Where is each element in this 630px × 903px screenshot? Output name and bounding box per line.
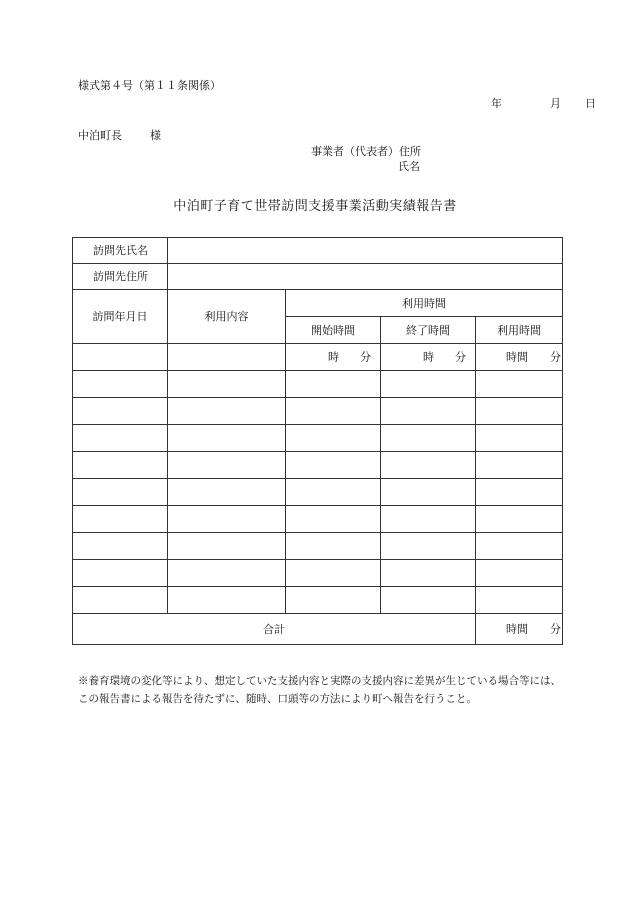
duration-cell[interactable] [476,587,563,614]
visit-date-cell[interactable] [73,533,168,560]
visit-date-cell[interactable] [73,398,168,425]
usage-content-cell[interactable] [168,533,286,560]
visitor-name-field[interactable] [168,238,563,264]
end-time-header: 終了時間 [381,317,476,344]
end-time-cell[interactable] [381,425,476,452]
start-time-cell[interactable] [286,533,381,560]
unit-hours: 時間 [506,350,528,364]
table-row [73,533,563,560]
duration-cell[interactable] [476,479,563,506]
visit-date-cell[interactable] [73,587,168,614]
start-time-cell[interactable] [286,344,381,371]
duration-cell[interactable] [476,533,563,560]
duration-header: 利用時間 [476,317,563,344]
start-time-cell[interactable] [286,506,381,533]
addressee [78,130,161,141]
visit-date-cell[interactable] [73,344,168,371]
usage-content-cell[interactable] [168,452,286,479]
addressee-name: 中泊町長 [78,129,122,142]
end-time-cell[interactable] [381,587,476,614]
start-time-cell[interactable] [286,560,381,587]
visitor-name-label: 訪問先氏名 [73,238,168,264]
visitor-address-field[interactable] [168,264,563,290]
table-row [73,398,563,425]
end-time-cell[interactable] [381,371,476,398]
total-minutes-unit: 分 [550,622,561,636]
total-label: 合計 [73,614,476,645]
usage-content-cell[interactable] [168,506,286,533]
usage-content-cell[interactable] [168,560,286,587]
usage-content-cell[interactable] [168,587,286,614]
visit-date-cell[interactable] [73,479,168,506]
report-title: 中泊町子育て世帯訪問支援事業活動実績報告書 [173,199,457,214]
start-time-cell[interactable] [286,587,381,614]
unit-hour: 時 [423,350,434,364]
note-line-2: この報告書による報告を待たずに、随時、口頭等の方法により町へ報告を行うこと。 [78,693,477,705]
end-time-cell[interactable] [381,560,476,587]
visitor-address-label: 訪問先住所 [73,264,168,290]
total-duration-cell[interactable] [476,614,563,645]
end-time-cell[interactable] [381,533,476,560]
end-time-cell[interactable] [381,398,476,425]
report-table [72,237,563,645]
end-time-cell[interactable] [381,506,476,533]
unit-minute: 分 [455,350,466,364]
table-row [73,506,563,533]
visit-date-cell[interactable] [73,425,168,452]
table-row [73,371,563,398]
note [78,672,561,708]
duration-cell[interactable] [476,506,563,533]
start-time-cell[interactable] [286,425,381,452]
end-time-cell[interactable] [381,479,476,506]
visit-date-cell[interactable] [73,371,168,398]
business-address-label: 事業者（代表者）住所 [311,145,421,158]
date-year: 年 [491,97,502,110]
usage-content-cell[interactable] [168,425,286,452]
duration-cell[interactable] [476,398,563,425]
date-day: 日 [585,97,596,110]
usage-content-header: 利用内容 [168,290,286,344]
business-name-label: 氏名 [398,160,420,173]
table-row [73,344,563,371]
unit-minute: 分 [550,350,561,364]
table-row [73,452,563,479]
duration-cell[interactable] [476,452,563,479]
date-line [491,98,596,109]
total-hours-unit: 時間 [506,622,528,636]
visit-date-header: 訪問年月日 [73,290,168,344]
honorific: 様 [150,129,161,142]
usage-content-cell[interactable] [168,398,286,425]
usage-content-cell[interactable] [168,479,286,506]
total-row [73,614,563,645]
start-time-cell[interactable] [286,479,381,506]
end-time-cell[interactable] [381,452,476,479]
start-time-header: 開始時間 [286,317,381,344]
note-line-1: ※養育環境の変化等により、想定していた支援内容と実際の支援内容に差異が生じている場合等には、 [78,675,561,687]
date-month: 月 [550,97,561,110]
unit-hour: 時 [328,350,339,364]
duration-cell[interactable] [476,560,563,587]
duration-cell[interactable] [476,344,563,371]
form-number: 様式第４号（第１１条関係） [78,79,221,92]
end-time-cell[interactable] [381,344,476,371]
start-time-cell[interactable] [286,371,381,398]
table-row [73,560,563,587]
duration-cell[interactable] [476,425,563,452]
start-time-cell[interactable] [286,398,381,425]
usage-time-header: 利用時間 [286,290,563,317]
table-row [73,425,563,452]
table-row [73,587,563,614]
start-time-cell[interactable] [286,452,381,479]
visit-date-cell[interactable] [73,560,168,587]
usage-content-cell[interactable] [168,371,286,398]
table-row [73,479,563,506]
duration-cell[interactable] [476,371,563,398]
usage-content-cell[interactable] [168,344,286,371]
unit-minute: 分 [360,350,371,364]
visit-date-cell[interactable] [73,452,168,479]
visit-date-cell[interactable] [73,506,168,533]
